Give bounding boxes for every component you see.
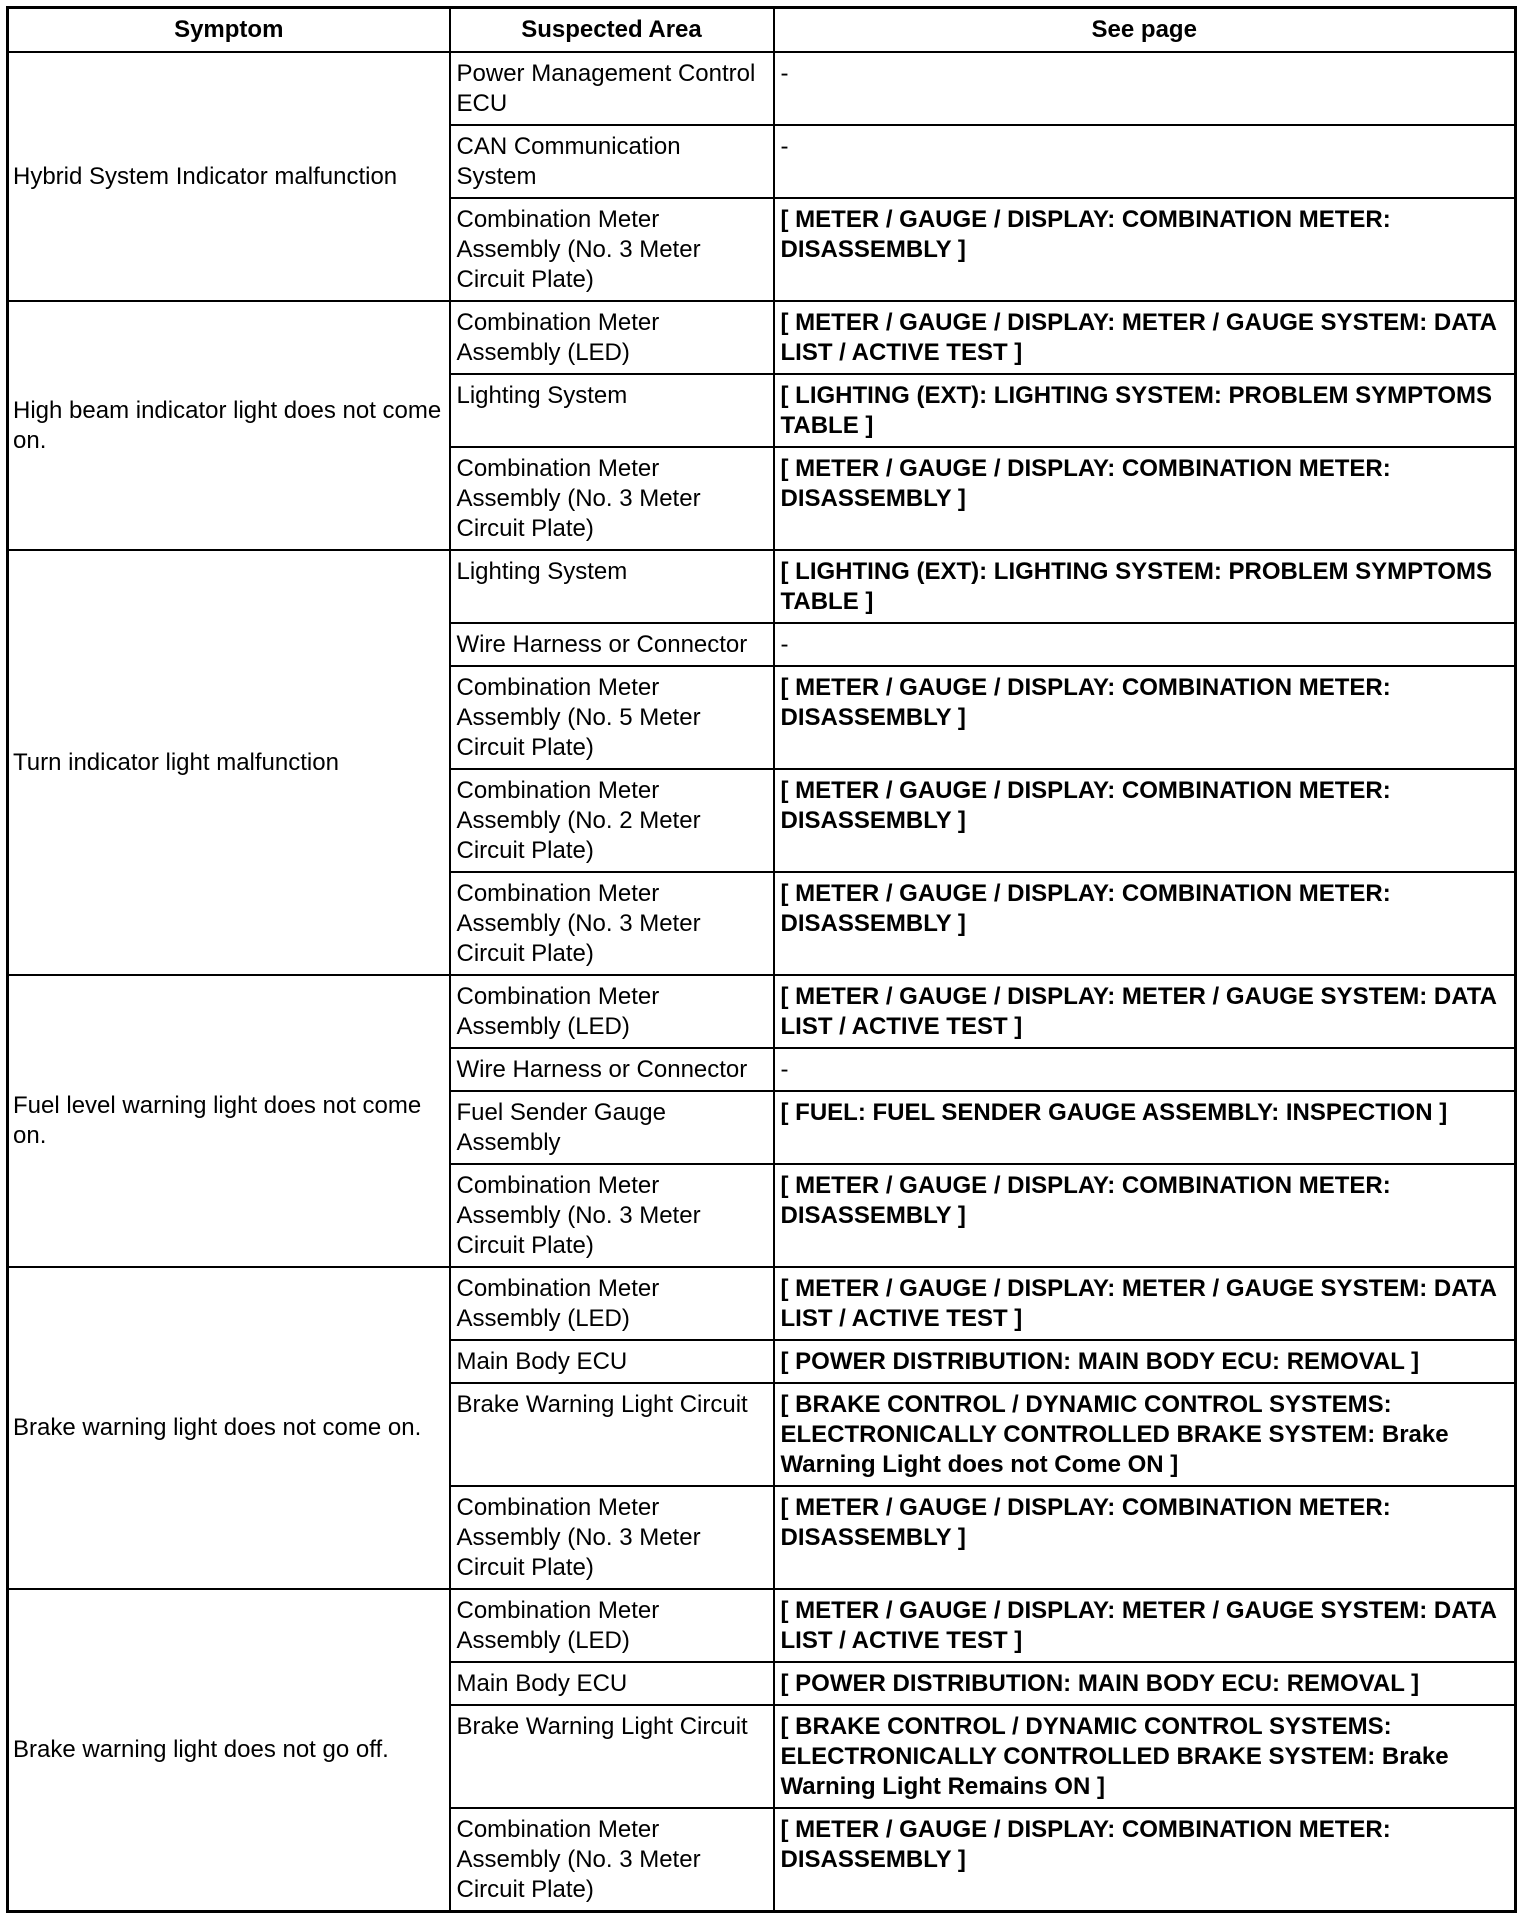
see-page-reference: [ METER / GAUGE / DISPLAY: COMBINATION METER: DISASSEMBLY ] <box>774 1808 1516 1912</box>
suspected-area-cell: CAN Communication System <box>450 125 774 198</box>
header-symptom: Symptom <box>8 8 450 53</box>
suspected-area-cell: Brake Warning Light Circuit <box>450 1705 774 1808</box>
see-page-reference: [ METER / GAUGE / DISPLAY: COMBINATION METER: DISASSEMBLY ] <box>774 1486 1516 1589</box>
see-page-reference: [ LIGHTING (EXT): LIGHTING SYSTEM: PROBLEM SYMPTOMS TABLE ] <box>774 550 1516 623</box>
see-page-reference: [ METER / GAUGE / DISPLAY: METER / GAUGE SYSTEM: DATA LIST / ACTIVE TEST ] <box>774 975 1516 1048</box>
see-page-reference: [ LIGHTING (EXT): LIGHTING SYSTEM: PROBLEM SYMPTOMS TABLE ] <box>774 374 1516 447</box>
suspected-area-cell: Main Body ECU <box>450 1662 774 1705</box>
see-page-reference: [ METER / GAUGE / DISPLAY: COMBINATION METER: DISASSEMBLY ] <box>774 769 1516 872</box>
table-row <box>8 1267 1516 1340</box>
see-page-reference: [ METER / GAUGE / DISPLAY: COMBINATION METER: DISASSEMBLY ] <box>774 1164 1516 1267</box>
table-row <box>8 1589 1516 1662</box>
suspected-area-cell: Power Management Control ECU <box>450 52 774 125</box>
see-page-none: - <box>774 623 1516 666</box>
suspected-area-cell: Combination Meter Assembly (No. 3 Meter Circuit Plate) <box>450 1808 774 1912</box>
table-row <box>8 975 1516 1048</box>
see-page-reference: [ METER / GAUGE / DISPLAY: METER / GAUGE SYSTEM: DATA LIST / ACTIVE TEST ] <box>774 1267 1516 1340</box>
suspected-area-cell: Fuel Sender Gauge Assembly <box>450 1091 774 1164</box>
suspected-area-cell: Combination Meter Assembly (LED) <box>450 1267 774 1340</box>
header-see-page: See page <box>774 8 1516 53</box>
see-page-reference: [ METER / GAUGE / DISPLAY: COMBINATION METER: DISASSEMBLY ] <box>774 198 1516 301</box>
problem-symptoms-table-container <box>6 6 1514 1913</box>
table-row <box>8 550 1516 623</box>
suspected-area-cell: Combination Meter Assembly (LED) <box>450 301 774 374</box>
suspected-area-cell: Lighting System <box>450 550 774 623</box>
suspected-area-cell: Combination Meter Assembly (No. 3 Meter Circuit Plate) <box>450 1486 774 1589</box>
symptom-cell: Fuel level warning light does not come on. <box>8 975 450 1267</box>
suspected-area-cell: Combination Meter Assembly (LED) <box>450 1589 774 1662</box>
see-page-reference: [ FUEL: FUEL SENDER GAUGE ASSEMBLY: INSPECTION ] <box>774 1091 1516 1164</box>
see-page-reference: [ METER / GAUGE / DISPLAY: METER / GAUGE SYSTEM: DATA LIST / ACTIVE TEST ] <box>774 1589 1516 1662</box>
problem-symptoms-table <box>6 6 1517 1913</box>
suspected-area-cell: Combination Meter Assembly (No. 3 Meter Circuit Plate) <box>450 872 774 975</box>
symptom-cell: Turn indicator light malfunction <box>8 550 450 975</box>
see-page-reference: [ METER / GAUGE / DISPLAY: METER / GAUGE SYSTEM: DATA LIST / ACTIVE TEST ] <box>774 301 1516 374</box>
see-page-reference: [ POWER DISTRIBUTION: MAIN BODY ECU: REMOVAL ] <box>774 1662 1516 1705</box>
suspected-area-cell: Main Body ECU <box>450 1340 774 1383</box>
table-header-row <box>8 8 1516 53</box>
symptom-cell: Brake warning light does not come on. <box>8 1267 450 1589</box>
see-page-reference: [ BRAKE CONTROL / DYNAMIC CONTROL SYSTEMS: ELECTRONICALLY CONTROLLED BRAKE SYSTEM: Brake Warning Light does not Come ON ] <box>774 1383 1516 1486</box>
see-page-reference: [ METER / GAUGE / DISPLAY: COMBINATION METER: DISASSEMBLY ] <box>774 872 1516 975</box>
see-page-none: - <box>774 52 1516 125</box>
table-body <box>8 52 1516 1912</box>
suspected-area-cell: Lighting System <box>450 374 774 447</box>
symptom-cell: Brake warning light does not go off. <box>8 1589 450 1912</box>
see-page-none: - <box>774 1048 1516 1091</box>
suspected-area-cell: Combination Meter Assembly (No. 2 Meter Circuit Plate) <box>450 769 774 872</box>
suspected-area-cell: Combination Meter Assembly (No. 3 Meter Circuit Plate) <box>450 198 774 301</box>
suspected-area-cell: Wire Harness or Connector <box>450 623 774 666</box>
suspected-area-cell: Combination Meter Assembly (No. 3 Meter Circuit Plate) <box>450 1164 774 1267</box>
symptom-cell: High beam indicator light does not come on. <box>8 301 450 550</box>
see-page-reference: [ POWER DISTRIBUTION: MAIN BODY ECU: REMOVAL ] <box>774 1340 1516 1383</box>
see-page-reference: [ BRAKE CONTROL / DYNAMIC CONTROL SYSTEMS: ELECTRONICALLY CONTROLLED BRAKE SYSTEM: Brake Warning Light Remains ON ] <box>774 1705 1516 1808</box>
see-page-none: - <box>774 125 1516 198</box>
suspected-area-cell: Combination Meter Assembly (No. 5 Meter Circuit Plate) <box>450 666 774 769</box>
suspected-area-cell: Combination Meter Assembly (No. 3 Meter Circuit Plate) <box>450 447 774 550</box>
suspected-area-cell: Combination Meter Assembly (LED) <box>450 975 774 1048</box>
table-row <box>8 301 1516 374</box>
symptom-cell: Hybrid System Indicator malfunction <box>8 52 450 301</box>
table-row <box>8 52 1516 125</box>
see-page-reference: [ METER / GAUGE / DISPLAY: COMBINATION METER: DISASSEMBLY ] <box>774 447 1516 550</box>
header-suspected-area: Suspected Area <box>450 8 774 53</box>
see-page-reference: [ METER / GAUGE / DISPLAY: COMBINATION METER: DISASSEMBLY ] <box>774 666 1516 769</box>
suspected-area-cell: Wire Harness or Connector <box>450 1048 774 1091</box>
suspected-area-cell: Brake Warning Light Circuit <box>450 1383 774 1486</box>
